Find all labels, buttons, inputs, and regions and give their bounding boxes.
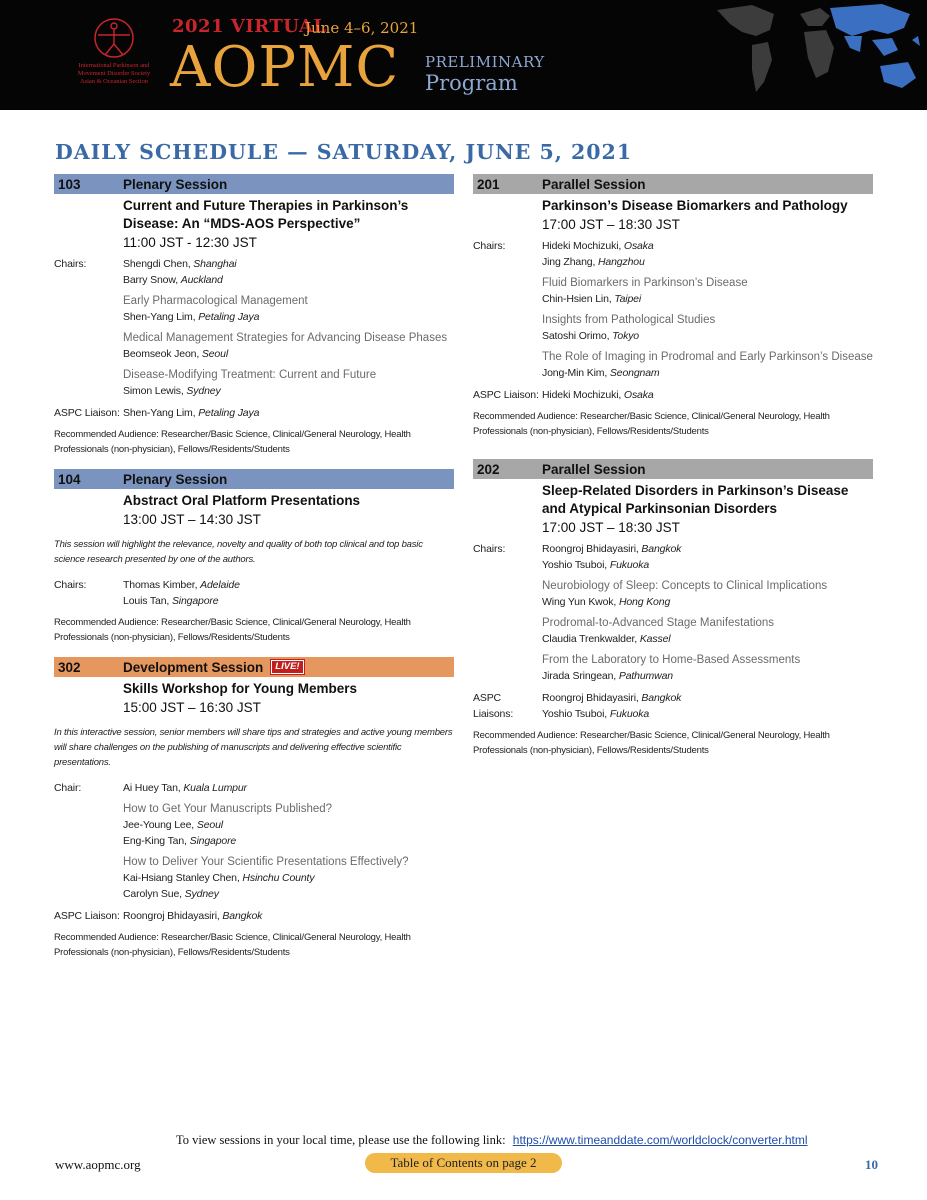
speaker: Carolyn Sue, Sydney (123, 888, 219, 900)
session-number: 104 (58, 471, 81, 487)
recommended-audience: Recommended Audience: Researcher/Basic Science, Clinical/General Neurology, Health Professionals (non-physician), Fellows/Residents/Students (54, 429, 411, 455)
session-time: 13:00 JST – 14:30 JST (123, 512, 261, 527)
liaison-row: ASPC Liaison: Roongroj Bhidayasiri, Bangkok (54, 910, 263, 922)
chairs-label: Chairs: (54, 579, 87, 591)
session-header (54, 657, 454, 677)
live-badge: LIVE! (271, 660, 303, 674)
session-time: 11:00 JST - 12:30 JST (123, 235, 257, 250)
session-time: 17:00 JST – 18:30 JST (542, 520, 680, 535)
timezone-note-text: To view sessions in your local time, please use the following link: (176, 1133, 506, 1147)
website-url[interactable]: www.aopmc.org (55, 1157, 141, 1172)
session-header (473, 459, 873, 479)
speaker: Kai-Hsiang Stanley Chen, Hsinchu County (123, 872, 315, 884)
chair-name: Barry Snow, Auckland (123, 274, 223, 286)
header-banner (0, 0, 927, 110)
session-title: Sleep-Related Disorders in Parkinson’s Disease and Atypical Parkinsonian Disorders (542, 483, 849, 516)
logo-line-3: Asian & Oceanian Section (80, 78, 148, 85)
session-header (54, 174, 454, 194)
world-map-icon (712, 0, 927, 110)
session-number: 103 (58, 176, 81, 192)
talk-title: Disease-Modifying Treatment: Current and Future (123, 369, 377, 381)
chair-name: Roongroj Bhidayasiri, Bangkok (542, 543, 682, 555)
speaker: Satoshi Orimo, Tokyo (542, 330, 639, 342)
speaker: Jong-Min Kim, Seongnam (542, 367, 660, 379)
liaison-label: ASPC Liaison: (54, 910, 120, 922)
session-description: In this interactive session, senior members will share tips and strategies and active young members will share challenges on the publishing of manuscripts and delivering effective scientific presentations. (54, 727, 453, 768)
logo-line-2: Movement Disorder Society (77, 70, 151, 77)
liaisons-row (473, 690, 873, 722)
session-104 (54, 469, 454, 645)
chair-name: Jing Zhang, Hangzhou (542, 256, 645, 268)
liaison-label: ASPC Liaison: (54, 407, 120, 419)
session-302 (54, 657, 454, 960)
talk-title: Fluid Biomarkers in Parkinson’s Disease (542, 277, 748, 289)
right-column (473, 174, 873, 770)
speaker: Beomseok Jeon, Seoul (123, 348, 228, 360)
speaker: Jirada Sringean, Pathumwan (542, 670, 673, 682)
session-type: Plenary Session (123, 471, 228, 487)
talk-title: How to Get Your Manuscripts Published? (123, 803, 333, 815)
session-type: Plenary Session (123, 176, 228, 192)
chairs-row (54, 577, 454, 609)
time-converter-link[interactable]: https://www.timeanddate.com/worldclock/converter.html (512, 1133, 808, 1147)
timezone-note (176, 1133, 808, 1148)
talk-title: Medical Management Strategies for Advancing Disease Phases (123, 332, 448, 344)
speaker: Claudia Trenkwalder, Kassel (542, 633, 671, 645)
talk-title: Prodromal-to-Advanced Stage Manifestations (542, 617, 775, 629)
recommended-audience: Recommended Audience: Researcher/Basic Science, Clinical/General Neurology, Health Professionals (non-physician), Fellows/Residents/Students (54, 617, 411, 643)
liaison-label: ASPC Liaison: (473, 389, 539, 401)
speaker: Eng-King Tan, Singapore (123, 835, 237, 847)
session-header (54, 469, 454, 489)
liaison-name: Yoshio Tsuboi, Fukuoka (542, 708, 650, 720)
session-time: 15:00 JST – 16:30 JST (123, 700, 261, 715)
chairs-label: Chairs: (473, 240, 506, 252)
page-title: DAILY SCHEDULE — SATURDAY, JUNE 5, 2021 (55, 140, 633, 164)
speaker: Wing Yun Kwok, Hong Kong (542, 596, 671, 608)
session-title: Abstract Oral Platform Presentations (123, 493, 361, 508)
conference-dates: June 4–6, 2021 (305, 19, 419, 37)
session-type: Parallel Session (542, 176, 646, 192)
liaison-name: Roongroj Bhidayasiri, Bangkok (542, 692, 682, 704)
chair-name: Louis Tan, Singapore (123, 595, 219, 607)
chairs-row (473, 541, 873, 573)
session-201 (473, 174, 873, 439)
session-type: Development Session (123, 659, 264, 675)
left-column (54, 174, 454, 972)
speaker: Chin-Hsien Lin, Taipei (542, 293, 642, 305)
chairs-label: Chairs: (54, 258, 87, 270)
logo-line-1: International Parkinson and (78, 62, 150, 69)
session-time: 17:00 JST – 18:30 JST (542, 217, 680, 232)
session-title: Skills Workshop for Young Members (123, 681, 358, 696)
recommended-audience: Recommended Audience: Researcher/Basic Science, Clinical/General Neurology, Health Professionals (non-physician), Fellows/Residents/Students (54, 932, 411, 958)
liaisons-label: ASPC Liaisons: (473, 692, 514, 720)
chair-row: Chair: Ai Huey Tan, Kuala Lumpur (54, 782, 247, 794)
speaker: Shen-Yang Lim, Petaling Jaya (123, 311, 260, 323)
session-202 (473, 459, 873, 758)
chair-name: Thomas Kimber, Adelaide (123, 579, 240, 591)
page-number: 10 (865, 1157, 878, 1172)
recommended-audience: Recommended Audience: Researcher/Basic Science, Clinical/General Neurology, Health Professionals (non-physician), Fellows/Residents/Students (473, 730, 830, 756)
table-of-contents-button[interactable]: Table of Contents on page 2 (365, 1153, 562, 1173)
chairs-row (473, 238, 873, 270)
society-logo (58, 16, 170, 86)
talk-title: From the Laboratory to Home-Based Assessments (542, 654, 801, 666)
chair-name: Hideki Mochizuki, Osaka (542, 240, 654, 252)
talk-title: How to Deliver Your Scientific Presentations Effectively? (123, 856, 409, 868)
session-103 (54, 174, 454, 457)
session-number: 201 (477, 176, 500, 192)
session-number: 302 (58, 659, 81, 675)
liaison-row: ASPC Liaison: Shen-Yang Lim, Petaling Jaya (54, 407, 260, 419)
preliminary-label: PRELIMINARY (425, 53, 545, 71)
liaison-row: ASPC Liaison: Hideki Mochizuki, Osaka (473, 389, 654, 401)
talk-title: Early Pharmacological Management (123, 295, 308, 307)
chair-name: Yoshio Tsuboi, Fukuoka (542, 559, 650, 571)
chair-name: Shengdi Chen, Shanghai (123, 258, 237, 270)
session-description: This session will highlight the relevance, novelty and quality of both top clinical and top basic science research presented by one of the authors. (54, 539, 423, 565)
session-title: Parkinson’s Disease Biomarkers and Pathology (542, 198, 848, 213)
recommended-audience: Recommended Audience: Researcher/Basic Science, Clinical/General Neurology, Health Professionals (non-physician), Fellows/Residents/Students (473, 411, 830, 437)
talk-title: Insights from Pathological Studies (542, 314, 716, 326)
talk-title: The Role of Imaging in Prodromal and Early Parkinson’s Disease (542, 351, 873, 363)
program-label: Program (425, 71, 518, 95)
chairs-row (54, 256, 454, 288)
talk-title: Neurobiology of Sleep: Concepts to Clinical Implications (542, 580, 828, 592)
session-title: Current and Future Therapies in Parkinson’s Disease: An “MDS-AOS Perspective” (123, 198, 409, 231)
year-virtual: 2021 VIRTUAL (172, 16, 327, 37)
speaker: Jee-Young Lee, Seoul (123, 819, 223, 831)
session-type: Parallel Session (542, 461, 646, 477)
conference-acronym: AOPMC (170, 35, 400, 100)
vitruvian-man-icon (92, 16, 136, 60)
chairs-label: Chairs: (473, 543, 506, 555)
session-header (473, 174, 873, 194)
chair-label: Chair: (54, 782, 82, 794)
session-number: 202 (477, 461, 500, 477)
speaker: Simon Lewis, Sydney (123, 385, 221, 397)
